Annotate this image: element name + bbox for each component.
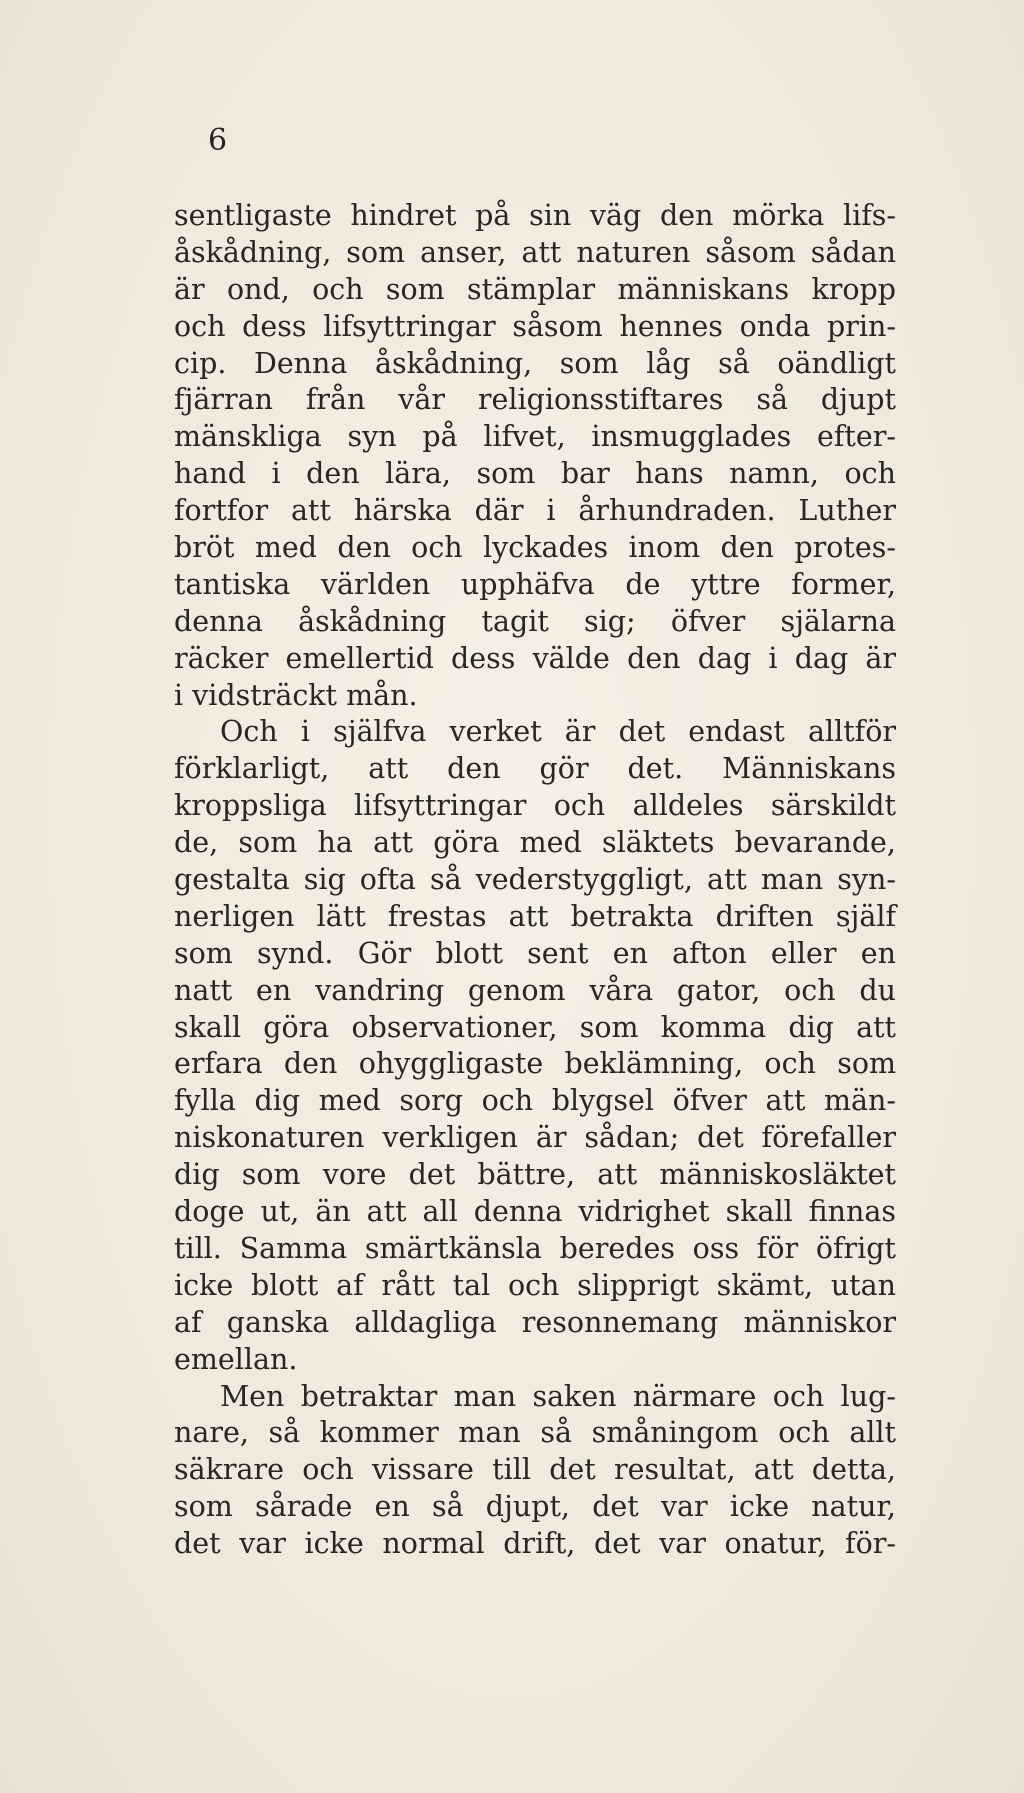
text-line: cip. Denna åskådning, som låg så oändligt [174, 346, 896, 380]
text-line: bröt med den och lyckades inom den protes- [174, 531, 896, 565]
text-line: säkrare och vissare till det resultat, att detta, [174, 1453, 896, 1487]
text-line: hand i den lära, som bar hans namn, och [174, 457, 896, 491]
text-line: är ond, och som stämplar människans kropp [174, 272, 896, 306]
text-line: af ganska alldagliga resonnemang människor [174, 1305, 896, 1339]
text-line: i vidsträckt mån. [174, 678, 418, 712]
text-line: mänskliga syn på lifvet, insmugglades efter- [174, 420, 896, 454]
text-line: nerligen lätt frestas att betrakta driften själf [174, 899, 896, 933]
text-line: dig som vore det bättre, att människosläktet [174, 1158, 896, 1192]
text-line: förklarligt, att den gör det. Människans [174, 752, 896, 786]
text-line: som synd. Gör blott sent en afton eller en [174, 936, 896, 970]
text-line: räcker emellertid dess välde den dag i dag är [174, 641, 896, 675]
text-line: kroppsliga lifsyttringar och alldeles särskildt [174, 789, 896, 823]
text-line: skall göra observationer, som komma dig att [174, 1010, 896, 1044]
text-line: åskådning, som anser, att naturen såsom sådan [174, 235, 896, 269]
text-line: erfara den ohyggligaste beklämning, och som [174, 1047, 896, 1081]
text-line: sentligaste hindret på sin väg den mörka lifs- [174, 199, 896, 232]
text-line: denna åskådning tagit sig; öfver själarna [174, 604, 896, 638]
text-line: niskonaturen verkligen är sådan; det förefaller [174, 1121, 896, 1155]
text-line: det var icke normal drift, det var onatur, för- [174, 1527, 896, 1561]
body-text [174, 198, 896, 1563]
text-line: Men betraktar man saken närmare och lug- [220, 1379, 896, 1413]
text-line: de, som ha att göra med släktets bevarande, [174, 826, 896, 860]
text-line: doge ut, än att all denna vidrighet skall finnas [174, 1195, 896, 1229]
text-line: och dess lifsyttringar såsom hennes onda prin- [174, 309, 896, 343]
text-line: natt en vandring genom våra gator, och du [174, 973, 896, 1007]
text-line: som sårade en så djupt, det var icke natur, [174, 1490, 896, 1524]
text-line: fjärran från vår religionsstiftares så djupt [174, 383, 896, 417]
text-line: till. Samma smärtkänsla beredes oss för öfrigt [174, 1231, 896, 1265]
text-line: fylla dig med sorg och blygsel öfver att män- [174, 1084, 896, 1118]
text-line: fortfor att härska där i århundraden. Luther [174, 494, 896, 528]
text-line: gestalta sig ofta så vederstyggligt, att man syn- [174, 863, 896, 897]
text-line: icke blott af rått tal och slipprigt skämt, utan [174, 1268, 896, 1302]
text-line: emellan. [174, 1342, 298, 1376]
text-line: nare, så kommer man så småningom och allt [174, 1416, 896, 1450]
text-line: Och i själfva verket är det endast alltför [220, 715, 896, 749]
text-line: tantiska världen upphäfva de yttre former, [174, 567, 896, 601]
page-number: 6 [208, 123, 228, 158]
